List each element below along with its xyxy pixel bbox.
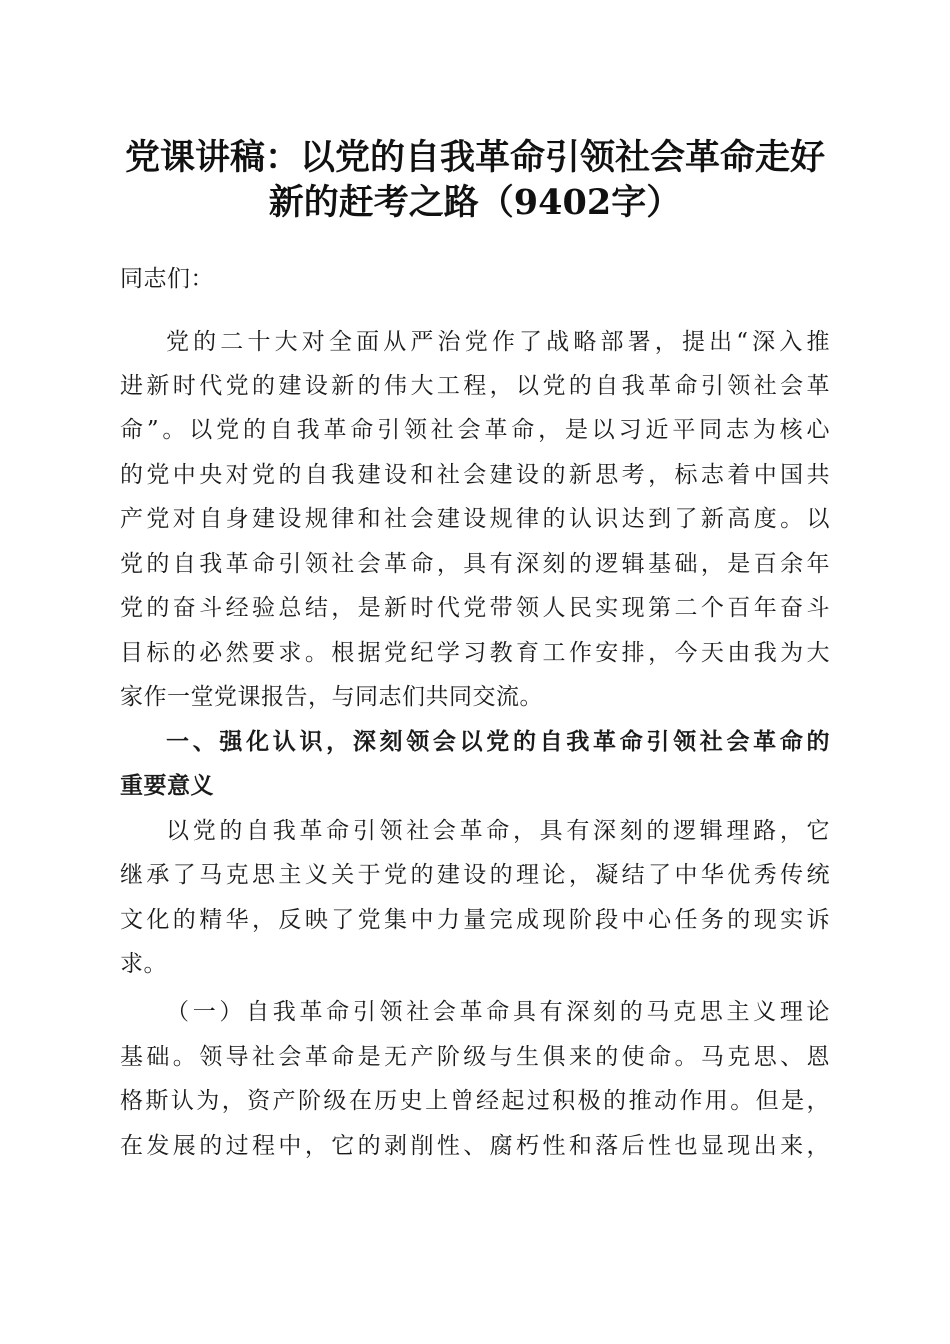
paragraph-3-line: 在发展的过程中，它的剥削性、腐朽性和落后性也显现出来， bbox=[120, 1133, 830, 1159]
paragraph-1-line: 目标的必然要求。根据党纪学习教育工作安排，今天由我为大 bbox=[120, 640, 830, 666]
paragraph-3-line: 格斯认为，资产阶级在历史上曾经起过积极的推动作用。但是， bbox=[120, 1088, 830, 1114]
document-title-line-2: 新的赶考之路（9402字） bbox=[268, 182, 682, 223]
paragraph-1-line: 党的二十大对全面从严治党作了战略部署，提出“深入推 bbox=[166, 329, 830, 355]
section-heading-1-line: 重要意义 bbox=[120, 773, 214, 799]
paragraph-2-line: 文化的精华，反映了党集中力量完成现阶段中心任务的现实诉 bbox=[120, 907, 830, 933]
paragraph-1-line: 的党中央对党的自我建设和社会建设的新思考，标志着中国共 bbox=[120, 462, 830, 488]
paragraph-1-line: 党的自我革命引领社会革命，具有深刻的逻辑基础，是百余年 bbox=[120, 551, 830, 577]
paragraph-2-line: 求。 bbox=[120, 951, 167, 977]
paragraph-3-line: 基础。领导社会革命是无产阶级与生俱来的使命。马克思、恩 bbox=[120, 1044, 830, 1070]
paragraph-1-line: 家作一堂党课报告，与同志们共同交流。 bbox=[120, 684, 543, 710]
paragraph-1-line: 产党对自身建设规律和社会建设规律的认识达到了新高度。以 bbox=[120, 506, 830, 532]
paragraph-3-line: （一）自我革命引领社会革命具有深刻的马克思主义理论 bbox=[166, 999, 830, 1025]
salutation: 同志们： bbox=[120, 266, 214, 292]
section-heading-1-line: 一、强化认识，深刻领会以党的自我革命引领社会革命的 bbox=[166, 729, 830, 755]
paragraph-1-line: 党的奋斗经验总结，是新时代党带领人民实现第二个百年奋斗 bbox=[120, 595, 830, 621]
document-title-line-1: 党课讲稿：以党的自我革命引领社会革命走好 bbox=[124, 137, 825, 178]
paragraph-2-line: 以党的自我革命引领社会革命，具有深刻的逻辑理路，它 bbox=[166, 818, 830, 844]
paragraph-1-line: 命”。以党的自我革命引领社会革命，是以习近平同志为核心 bbox=[120, 417, 830, 443]
paragraph-2-line: 继承了马克思主义关于党的建设的理论，凝结了中华优秀传统 bbox=[120, 862, 830, 888]
paragraph-1-line: 进新时代党的建设新的伟大工程，以党的自我革命引领社会革 bbox=[120, 373, 830, 399]
